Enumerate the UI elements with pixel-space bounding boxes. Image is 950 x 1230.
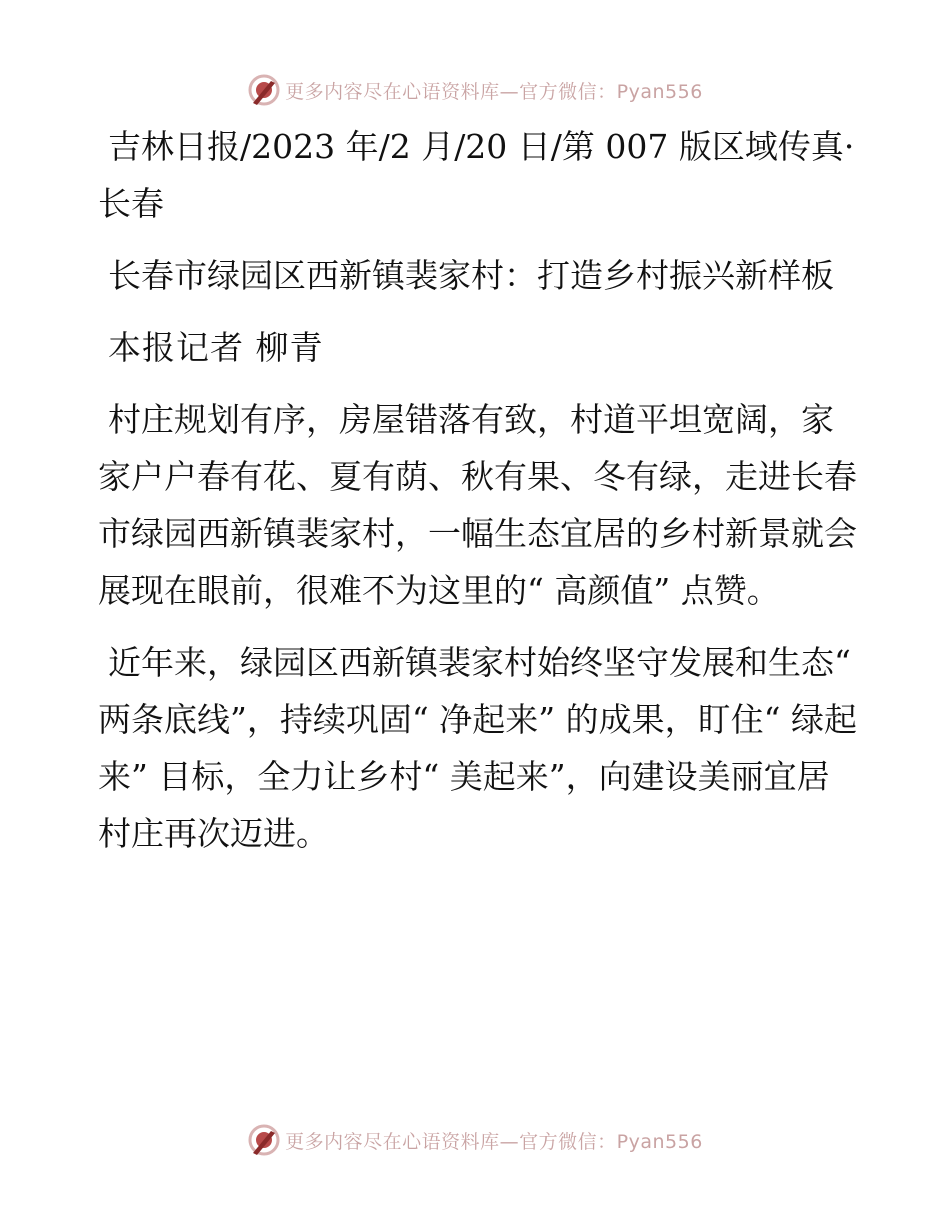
headline: 长春市绿园区西新镇裴家村：打造乡村振兴新样板: [108, 256, 834, 295]
watermark-text: 更多内容尽在心语资料库—官方微信：Pyan556: [285, 1130, 703, 1153]
header-watermark: [0, 70, 950, 110]
dateline: 吉林日报/2023 年/2 月/20 日/第 007 版区域传真· 长春: [98, 127, 855, 223]
paragraph: 近年来，绿园区西新镇裴家村始终坚守发展和生态“ 两条底线”，持续巩固“ 净起来” 的成果，盯住“ 绿起来” 目标，全力让乡村“ 美起来”，向建设美丽宜居村庄再次迈进。: [98, 643, 857, 853]
paragraph: 村庄规划有序，房屋错落有致，村道平坦宽阔，家家户户春有花、夏有荫、秋有果、冬有绿，走进长春市绿园西新镇裴家村，一幅生态宜居的乡村新景就会展现在眼前，很难不为这里的“ 高颜值” 点赞。: [98, 400, 857, 610]
watermark-text: 更多内容尽在心语资料库—官方微信：Pyan556: [285, 80, 703, 103]
byline: 本报记者 柳青: [108, 328, 324, 367]
article-body: [98, 118, 858, 877]
pen-seal-logo-icon: [247, 1123, 281, 1157]
footer-watermark: [0, 1120, 950, 1160]
pen-seal-logo-icon: [247, 73, 281, 107]
